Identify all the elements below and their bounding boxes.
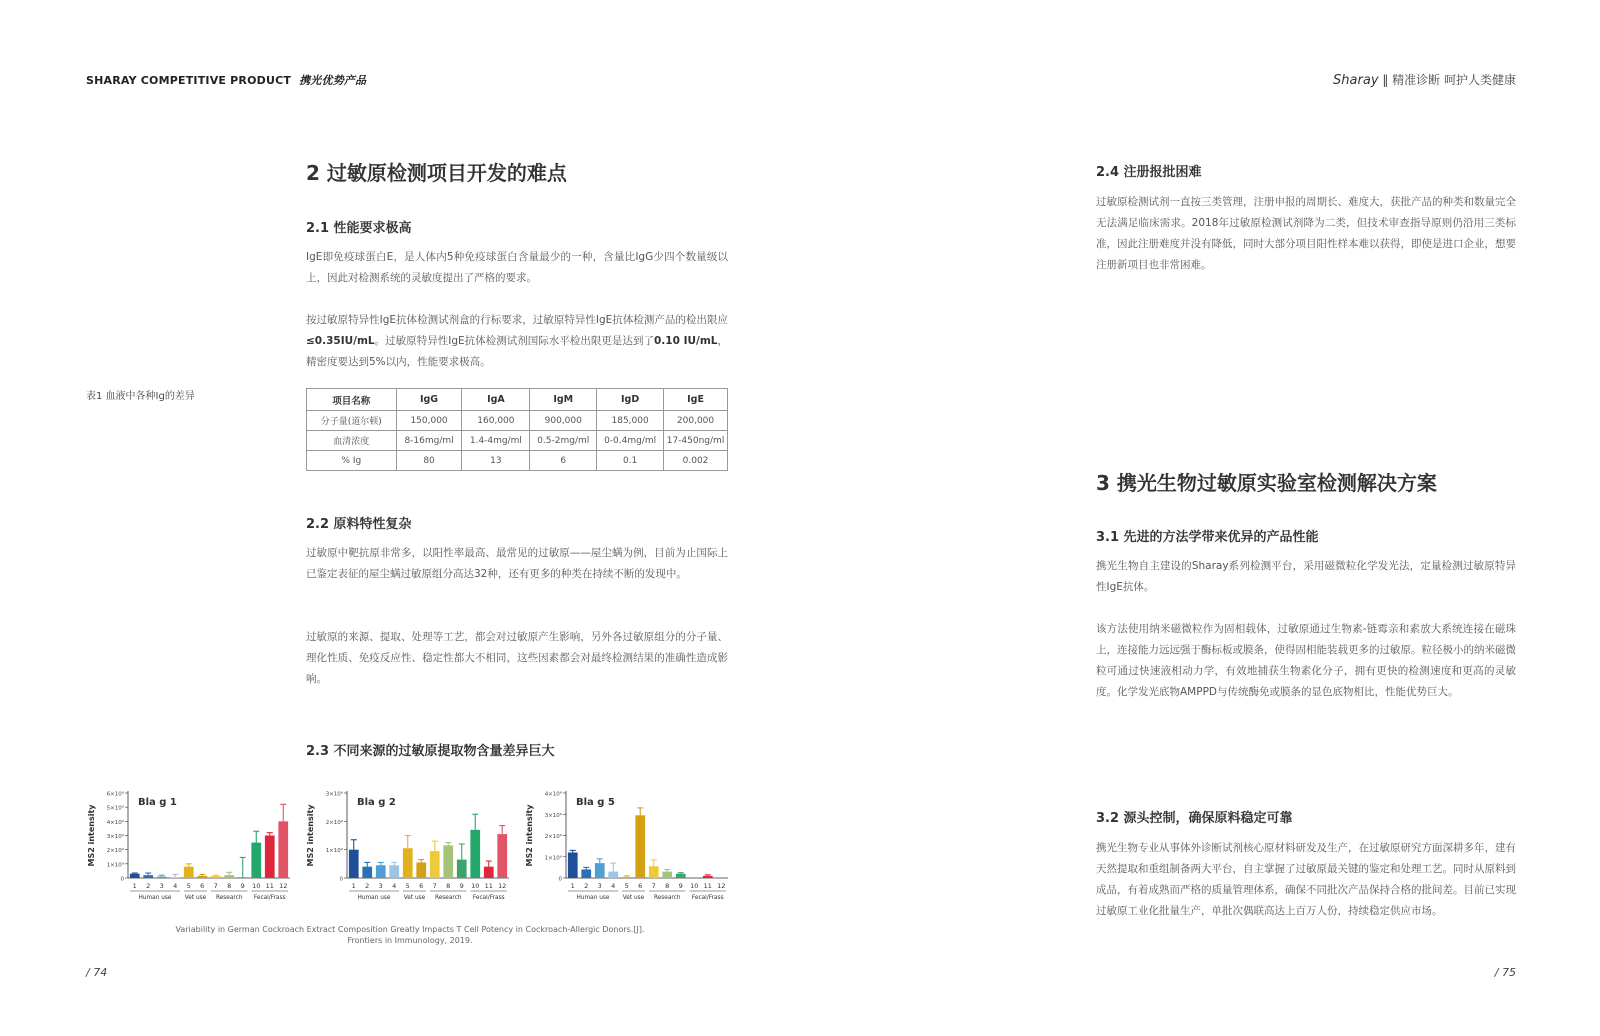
x-tick-label: 2 xyxy=(365,882,370,890)
y-tick-label: 5×10⁹ xyxy=(106,805,124,812)
table-cell: 200,000 xyxy=(664,411,728,431)
group-label: Vet use xyxy=(622,895,645,901)
bar xyxy=(278,821,288,878)
x-tick-label: 8 xyxy=(665,882,670,890)
table-cell: 血清浓度 xyxy=(307,431,397,451)
bar xyxy=(676,874,686,878)
y-tick-label: 3×10⁹ xyxy=(325,791,343,798)
x-tick-label: 7 xyxy=(432,882,437,890)
x-tick-label: 10 xyxy=(690,882,699,890)
table-header-cell: IgE xyxy=(664,389,728,411)
bar xyxy=(170,877,180,878)
table-header-cell: IgA xyxy=(462,389,530,411)
section-2-4-title: 2.4 注册报批困难 xyxy=(1096,165,1202,180)
y-tick-label: 6×10⁹ xyxy=(106,791,124,798)
bar xyxy=(430,851,440,878)
brand-logo: Sharay xyxy=(1333,73,1379,88)
group-label: Human use xyxy=(357,895,391,901)
x-tick-label: 12 xyxy=(498,882,507,890)
bar xyxy=(703,876,713,878)
bar xyxy=(581,870,591,879)
bar xyxy=(443,845,453,878)
x-tick-label: 11 xyxy=(703,882,712,890)
table-cell: 17-450ng/ml xyxy=(664,431,728,451)
y-tick-label: 0 xyxy=(558,876,562,883)
bar xyxy=(403,848,413,878)
x-tick-label: 1 xyxy=(570,882,575,890)
x-tick-label: 2 xyxy=(584,882,589,890)
table-cell: 0.5-2mg/ml xyxy=(530,431,597,451)
table-header-cell: IgG xyxy=(396,389,462,411)
y-axis-label: MS2 intensity xyxy=(525,804,534,867)
x-tick-label: 6 xyxy=(638,882,643,890)
bar xyxy=(635,815,645,878)
header-left xyxy=(86,72,366,88)
x-tick-label: 12 xyxy=(279,882,288,890)
bar xyxy=(662,872,672,878)
bar xyxy=(622,877,632,878)
y-tick-label: 1×10⁹ xyxy=(106,862,124,869)
y-tick-label: 2×10⁹ xyxy=(106,848,124,855)
page-number-left: / 74 xyxy=(86,966,108,979)
x-tick-label: 9 xyxy=(240,882,245,890)
y-tick-label: 4×10⁹ xyxy=(106,819,124,826)
bar xyxy=(608,872,618,878)
y-tick-label: 4×10⁹ xyxy=(544,791,562,798)
table-header-cell: 项目名称 xyxy=(307,389,397,411)
table-header-row xyxy=(307,389,728,411)
table-row xyxy=(307,431,728,451)
bar xyxy=(568,853,578,879)
bar xyxy=(416,862,426,878)
chart-title: Bla g 1 xyxy=(138,797,177,808)
table-cell: 185,000 xyxy=(597,411,664,431)
y-tick-label: 3×10⁹ xyxy=(106,834,124,840)
bar xyxy=(376,865,386,878)
x-tick-label: 7 xyxy=(213,882,218,890)
bar xyxy=(197,876,207,878)
group-label: Vet use xyxy=(403,895,426,901)
x-tick-label: 3 xyxy=(378,882,383,890)
bar xyxy=(211,876,221,878)
group-label: Research xyxy=(434,895,462,901)
y-tick-label: 3×10⁹ xyxy=(544,812,562,819)
table-cell: 0.002 xyxy=(664,451,728,471)
group-label: Human use xyxy=(138,895,172,901)
bar xyxy=(238,877,248,878)
chart-title: Bla g 5 xyxy=(576,797,615,808)
table-cell: 1.4-4mg/ml xyxy=(462,431,530,451)
table-cell: 80 xyxy=(396,451,462,471)
table-cell: 13 xyxy=(462,451,530,471)
bar xyxy=(224,875,234,878)
y-axis-label: MS2 intensity xyxy=(306,804,315,867)
table-cell: 900,000 xyxy=(530,411,597,431)
x-tick-label: 4 xyxy=(611,882,616,890)
figure-caption-line-1: Variability in German Cockroach Extract Composition Greatly Impacts T Cell Potency in Cockroach-Allergic Donors.[J]. xyxy=(175,925,645,934)
section-3-1-para-2: 该方法使用纳米磁微粒作为固相载体，过敏原通过生物素-链霉亲和素放大系统连接在磁珠上，连接能力远远强于酶标板或膜条，使得固相能装载更多的过敏原。粒径极小的纳米磁微粒可通过快速液相动力学，有效地捕获生物素化分子，拥有更快的检测速度和更高的灵敏度。化学发光底物AMPPD与传统酶免或膜条的显色底物相比，性能优势巨大。 xyxy=(1096,623,1516,698)
bar xyxy=(497,834,507,878)
bar xyxy=(130,874,140,878)
section-2-4-para: 过敏原检测试剂一直按三类管理，注册申报的周期长、难度大，获批产品的种类和数量完全无法满足临床需求。2018年过敏原检测试剂降为二类，但技术审查指导原则仍沿用三类标准，因此注册难度并没有降低，同时大部分项目阳性样本难以获得，即使是进口企业，想要注册新项目也非常困难。 xyxy=(1096,196,1516,271)
x-tick-label: 8 xyxy=(446,882,451,890)
bar-chart-bla-g-1 xyxy=(86,785,301,910)
limit-value-1: ≤0.35IU/mL xyxy=(306,335,375,347)
figure-caption xyxy=(140,924,680,946)
section-2-1-title: 2.1 性能要求极高 xyxy=(306,221,412,236)
bar xyxy=(457,860,467,878)
bar xyxy=(649,866,659,878)
table-cell: % Ig xyxy=(307,451,397,471)
section-3-1-title: 3.1 先进的方法学带来优异的产品性能 xyxy=(1096,530,1319,545)
figure-caption-line-2: Frontiers in Immunology, 2019. xyxy=(347,936,473,945)
section-2-1-para-1: IgE即免疫球蛋白E，是人体内5种免疫球蛋白含量最少的一种，含量比IgG少四个数量级以上，因此对检测系统的灵敏度提出了严格的要求。 xyxy=(306,251,728,284)
x-tick-label: 9 xyxy=(459,882,464,890)
y-tick-label: 0 xyxy=(339,876,343,883)
x-tick-label: 1 xyxy=(351,882,356,890)
x-tick-label: 11 xyxy=(484,882,493,890)
x-tick-label: 3 xyxy=(597,882,602,890)
bar xyxy=(484,867,494,878)
group-label: Human use xyxy=(576,895,610,901)
bar xyxy=(595,863,605,878)
limit-value-2: 0.10 IU/mL xyxy=(653,335,718,347)
bar xyxy=(362,867,372,878)
table-header-cell: IgM xyxy=(530,389,597,411)
page-number-right: / 75 xyxy=(1494,966,1516,979)
bar xyxy=(265,836,275,879)
bar xyxy=(184,867,194,878)
x-tick-label: 12 xyxy=(717,882,726,890)
group-label: Fecal/Frass xyxy=(253,895,286,901)
group-label: Research xyxy=(653,895,681,901)
x-tick-label: 6 xyxy=(419,882,424,890)
bar xyxy=(143,875,153,878)
header-separator: ‖ xyxy=(1382,73,1389,87)
bar-chart-bla-g-2 xyxy=(305,785,520,910)
x-tick-label: 10 xyxy=(252,882,261,890)
bar xyxy=(251,843,261,878)
x-tick-label: 4 xyxy=(173,882,178,890)
table-cell: 6 xyxy=(530,451,597,471)
table-caption: 表1 血液中各种Ig的差异 xyxy=(86,391,195,402)
table-row xyxy=(307,411,728,431)
x-tick-label: 3 xyxy=(159,882,164,890)
y-tick-label: 1×10⁹ xyxy=(544,855,562,862)
header-subtitle: 携光优势产品 xyxy=(299,74,367,87)
table-cell: 0-0.4mg/ml xyxy=(597,431,664,451)
group-label: Fecal/Frass xyxy=(472,895,505,901)
section-2-3-title: 2.3 不同来源的过敏原提取物含量差异巨大 xyxy=(306,744,555,759)
x-tick-label: 5 xyxy=(405,882,410,890)
chart-title: Bla g 2 xyxy=(357,797,396,808)
bar-chart-bla-g-5 xyxy=(524,785,739,910)
section-2-title: 2 过敏原检测项目开发的难点 xyxy=(306,161,567,185)
header-title: SHARAY COMPETITIVE PRODUCT xyxy=(86,74,292,87)
section-2-2-title: 2.2 原料特性复杂 xyxy=(306,517,412,532)
bar xyxy=(349,850,359,878)
y-tick-label: 0 xyxy=(120,876,124,883)
table-cell: 8-16mg/ml xyxy=(396,431,462,451)
bar xyxy=(157,877,167,878)
header-right xyxy=(1333,71,1516,88)
group-label: Research xyxy=(215,895,243,901)
table-header-cell: IgD xyxy=(597,389,664,411)
table-cell: 150,000 xyxy=(396,411,462,431)
x-tick-label: 8 xyxy=(227,882,232,890)
y-tick-label: 1×10⁹ xyxy=(325,848,343,855)
bar xyxy=(470,830,480,878)
y-axis-label: MS2 intensity xyxy=(87,804,96,867)
table-row xyxy=(307,451,728,471)
x-tick-label: 11 xyxy=(265,882,274,890)
x-tick-label: 5 xyxy=(186,882,191,890)
x-tick-label: 9 xyxy=(678,882,683,890)
y-tick-label: 2×10⁹ xyxy=(325,819,343,826)
table-cell: 160,000 xyxy=(462,411,530,431)
x-tick-label: 2 xyxy=(146,882,151,890)
x-tick-label: 10 xyxy=(471,882,480,890)
section-2-2-para-2: 过敏原的来源、提取、处理等工艺，都会对过敏原产生影响，另外各过敏原组分的分子量、理化性质、免疫反应性、稳定性都大不相同，这些因素都会对最终检测结果的准确性造成影响。 xyxy=(306,631,728,685)
section-3-title: 3 携光生物过敏原实验室检测解决方案 xyxy=(1096,471,1437,495)
group-label: Vet use xyxy=(184,895,207,901)
x-tick-label: 4 xyxy=(392,882,397,890)
section-3-1-para-1: 携光生物自主建设的Sharay系列检测平台，采用磁微粒化学发光法，定量检测过敏原特异性IgE抗体。 xyxy=(1096,560,1516,593)
section-3-2-title: 3.2 源头控制，确保原料稳定可靠 xyxy=(1096,811,1293,826)
group-label: Fecal/Frass xyxy=(691,895,724,901)
x-tick-label: 5 xyxy=(624,882,629,890)
ig-table xyxy=(306,388,728,471)
section-2-1-para-2: 按过敏原特异性IgE抗体检测试剂盒的行标要求，过敏原特异性IgE抗体检测产品的检出限应≤0.35IU/mL。过敏原特异性IgE抗体检测试剂国际水平检出限更是达到了0.10 IU/mL，精密度要达到5%以内，性能要求极高。 xyxy=(306,314,728,368)
bar xyxy=(389,865,399,878)
header-slogan: 精准诊断 呵护人类健康 xyxy=(1392,73,1516,87)
x-tick-label: 6 xyxy=(200,882,205,890)
table-cell: 分子量(道尔顿) xyxy=(307,411,397,431)
section-2-2-para-1: 过敏原中靶抗原非常多，以阳性率最高、最常见的过敏原——屋尘螨为例，目前为止国际上已鉴定表征的屋尘螨过敏原组分高达32种，还有更多的种类在持续不断的发现中。 xyxy=(306,547,728,580)
table-cell: 0.1 xyxy=(597,451,664,471)
y-tick-label: 2×10⁹ xyxy=(544,834,562,840)
x-tick-label: 1 xyxy=(132,882,137,890)
section-3-2-para: 携光生物专业从事体外诊断试剂核心原材料研发及生产，在过敏原研究方面深耕多年，建有天然提取和重组制备两大平台，自主掌握了过敏原最关键的鉴定和处理工艺。同时从原料到成品，有着成熟而严格的质量管理体系，确保不同批次产品保持合格的批间差。目前已实现过敏原工业化批量生产，单批次偶联高达上百万人份，持续稳定供应市场。 xyxy=(1096,842,1516,917)
x-tick-label: 7 xyxy=(651,882,656,890)
